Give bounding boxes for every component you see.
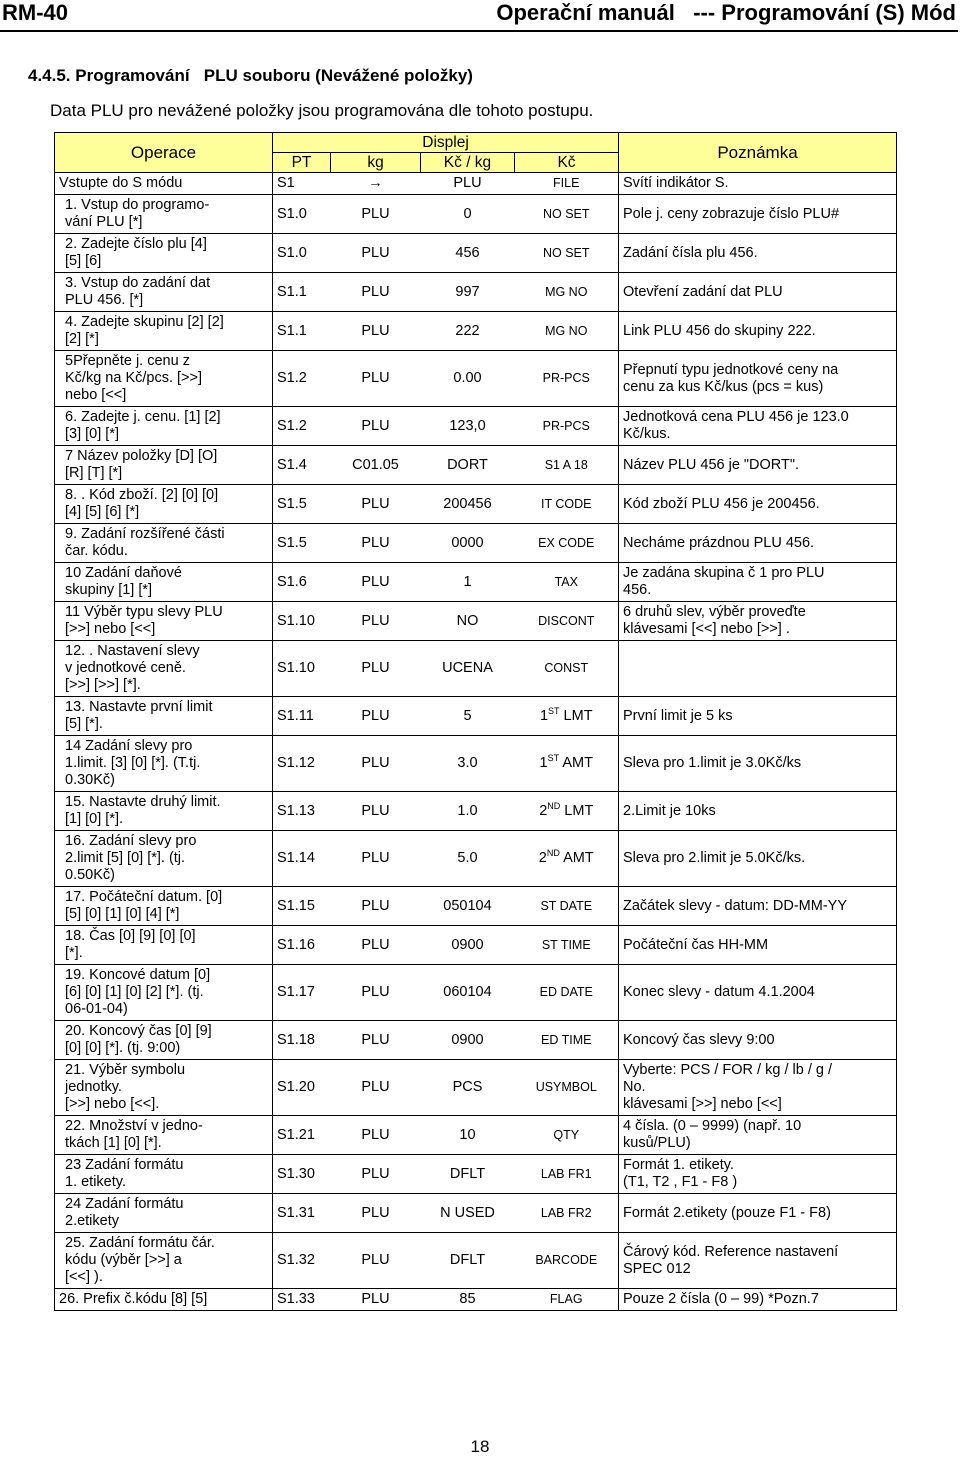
note-cell: Formát 2.etikety (pouze F1 - F8) xyxy=(619,1194,897,1233)
kg-cell: PLU xyxy=(331,602,421,641)
pt-cell: S1.18 xyxy=(273,1021,331,1060)
kc-code: AMT xyxy=(559,850,594,866)
kg-cell: PLU xyxy=(331,641,421,697)
kckg-cell: DORT xyxy=(421,446,515,485)
note-cell: Je zadána skupina č 1 pro PLU 456. xyxy=(619,563,897,602)
operation-cell: 24 Zadání formátu 2.etikety xyxy=(55,1194,273,1233)
operation-cell: 22. Množství v jedno- tkách [1] [0] [*]. xyxy=(55,1116,273,1155)
kc-cell: QTY xyxy=(515,1116,619,1155)
pt-cell: S1.10 xyxy=(273,641,331,697)
table-row xyxy=(55,195,897,234)
pt-cell: S1.20 xyxy=(273,1060,331,1116)
operation-cell: 11 Výběr typu slevy PLU [>>] nebo [<<] xyxy=(55,602,273,641)
pt-cell: S1.15 xyxy=(273,887,331,926)
page-header xyxy=(0,0,960,40)
pt-cell: S1.6 xyxy=(273,563,331,602)
note-cell: Sleva pro 2.limit je 5.0Kč/ks. xyxy=(619,831,897,887)
kc-code: LMT xyxy=(559,707,593,724)
operation-cell: 1. Vstup do programo- vání PLU [*] xyxy=(55,195,273,234)
kckg-cell: 0900 xyxy=(421,926,515,965)
kc-cell: NO SET xyxy=(515,195,619,234)
kckg-cell: 1 xyxy=(421,563,515,602)
pt-cell: S1.2 xyxy=(273,351,331,407)
kckg-cell: UCENA xyxy=(421,641,515,697)
note-cell: Svítí indikátor S. xyxy=(619,173,897,195)
kc-cell: USYMBOL xyxy=(515,1060,619,1116)
operation-cell: 17. Počáteční datum. [0] [5] [0] [1] [0] [4] [*] xyxy=(55,887,273,926)
kg-cell: PLU xyxy=(331,736,421,792)
pt-cell: S1.32 xyxy=(273,1233,331,1289)
kg-cell: PLU xyxy=(331,195,421,234)
operation-cell: 5Přepněte j. cenu z Kč/kg na Kč/pcs. [>>] nebo [<<] xyxy=(55,351,273,407)
operation-cell: 15. Nastavte druhý limit. [1] [0] [*]. xyxy=(55,792,273,831)
note-cell: Název PLU 456 je "DORT". xyxy=(619,446,897,485)
kckg-cell: NO xyxy=(421,602,515,641)
kckg-cell: DFLT xyxy=(421,1155,515,1194)
note-cell: Sleva pro 1.limit je 3.0Kč/ks xyxy=(619,736,897,792)
kc-cell: S1 A 18 xyxy=(515,446,619,485)
table-row xyxy=(55,1289,897,1311)
kg-cell: PLU xyxy=(331,697,421,736)
kg-cell: C01.05 xyxy=(331,446,421,485)
table-header-row-1 xyxy=(55,133,897,153)
kckg-cell: 5 xyxy=(421,697,515,736)
kc-cell: NO SET xyxy=(515,234,619,273)
kg-cell: PLU xyxy=(331,234,421,273)
table-row xyxy=(55,485,897,524)
kc-cell: ST DATE xyxy=(515,887,619,926)
kc-cell: FILE xyxy=(515,173,619,195)
kc-ordinal-number: 1 xyxy=(539,755,548,771)
kc-cell: IT CODE xyxy=(515,485,619,524)
kckg-cell: PCS xyxy=(421,1060,515,1116)
kckg-cell: 0000 xyxy=(421,524,515,563)
pt-cell: S1.11 xyxy=(273,697,331,736)
kg-cell: PLU xyxy=(331,1155,421,1194)
table-row xyxy=(55,1021,897,1060)
pt-cell: S1 xyxy=(273,173,331,195)
table-row xyxy=(55,1060,897,1116)
operation-cell: 18. Čas [0] [9] [0] [0] [*]. xyxy=(55,926,273,965)
model-name: RM-40 xyxy=(2,0,69,25)
kg-cell: PLU xyxy=(331,407,421,446)
kc-ordinal-number: 2 xyxy=(538,850,547,866)
kc-cell: PR-PCS xyxy=(515,351,619,407)
note-cell: Link PLU 456 do skupiny 222. xyxy=(619,312,897,351)
section-title: 4.4.5. Programování PLU souboru (Nevážené položky) xyxy=(28,66,473,85)
note-cell: První limit je 5 ks xyxy=(619,697,897,736)
operation-cell: Vstupte do S módu xyxy=(55,173,273,195)
kg-cell: PLU xyxy=(331,1289,421,1311)
kc-cell: CONST xyxy=(515,641,619,697)
pt-cell: S1.33 xyxy=(273,1289,331,1311)
note-cell: Začátek slevy - datum: DD-MM-YY xyxy=(619,887,897,926)
kg-cell: PLU xyxy=(331,887,421,926)
operation-cell: 12. . Nastavení slevy v jednotkové ceně. [>>] [>>] [*]. xyxy=(55,641,273,697)
operation-cell: 8. . Kód zboží. [2] [0] [0] [4] [5] [6] [*] xyxy=(55,485,273,524)
header-kg: kg xyxy=(331,153,421,173)
kc-ordinal-suffix: ST xyxy=(547,753,560,763)
kg-cell: PLU xyxy=(331,1194,421,1233)
kc-code: AMT xyxy=(559,755,593,771)
kg-cell: PLU xyxy=(331,485,421,524)
pt-cell: S1.0 xyxy=(273,234,331,273)
kc-cell: LAB FR1 xyxy=(515,1155,619,1194)
pt-cell: S1.13 xyxy=(273,792,331,831)
header-divider xyxy=(0,30,958,32)
note-cell: Počáteční čas HH-MM xyxy=(619,926,897,965)
pt-cell: S1.4 xyxy=(273,446,331,485)
table-row xyxy=(55,273,897,312)
kg-cell: PLU xyxy=(331,351,421,407)
kg-cell: PLU xyxy=(331,524,421,563)
kckg-cell: 85 xyxy=(421,1289,515,1311)
kckg-cell: 0900 xyxy=(421,1021,515,1060)
kg-cell: PLU xyxy=(331,1233,421,1289)
pt-cell: S1.1 xyxy=(273,273,331,312)
table-row xyxy=(55,641,897,697)
table-row xyxy=(55,351,897,407)
table-row xyxy=(55,887,897,926)
note-cell xyxy=(619,641,897,697)
kg-cell: PLU xyxy=(331,926,421,965)
pt-cell: S1.16 xyxy=(273,926,331,965)
intro-text: Data PLU pro nevážené položky jsou programována dle tohoto postupu. xyxy=(50,101,594,120)
pt-cell: S1.10 xyxy=(273,602,331,641)
kc-cell: ST TIME xyxy=(515,926,619,965)
operation-cell: 2. Zadejte číslo plu [4] [5] [6] xyxy=(55,234,273,273)
table-row xyxy=(55,926,897,965)
operation-cell: 4. Zadejte skupinu [2] [2] [2] [*] xyxy=(55,312,273,351)
table-row xyxy=(55,792,897,831)
kc-cell: TAX xyxy=(515,563,619,602)
note-cell: Jednotková cena PLU 456 je 123.0 Kč/kus. xyxy=(619,407,897,446)
kc-cell: ED DATE xyxy=(515,965,619,1021)
operation-cell: 26. Prefix č.kódu [8] [5] xyxy=(55,1289,273,1311)
kc-code: LMT xyxy=(560,802,594,819)
kckg-cell: 3.0 xyxy=(421,736,515,792)
pt-cell: S1.0 xyxy=(273,195,331,234)
kc-cell xyxy=(515,792,619,831)
header-displej: Displej xyxy=(273,133,619,153)
table-row xyxy=(55,1233,897,1289)
pt-cell: S1.21 xyxy=(273,1116,331,1155)
pt-cell: S1.30 xyxy=(273,1155,331,1194)
operation-cell: 3. Vstup do zadání dat PLU 456. [*] xyxy=(55,273,273,312)
operation-cell: 10 Zadání daňové skupiny [1] [*] xyxy=(55,563,273,602)
pt-cell: S1.5 xyxy=(273,524,331,563)
pt-cell: S1.14 xyxy=(273,831,331,887)
table-row xyxy=(55,965,897,1021)
kg-cell: PLU xyxy=(331,965,421,1021)
pt-cell: S1.31 xyxy=(273,1194,331,1233)
kc-cell: DISCONT xyxy=(515,602,619,641)
kg-cell: PLU xyxy=(331,831,421,887)
header-kc-kg: Kč / kg xyxy=(421,153,515,173)
table-row xyxy=(55,563,897,602)
kckg-cell: 0.00 xyxy=(421,351,515,407)
kckg-cell: 10 xyxy=(421,1116,515,1155)
kg-cell: PLU xyxy=(331,1060,421,1116)
operation-cell: 14 Zadání slevy pro 1.limit. [3] [0] [*]. (T.tj. 0.30Kč) xyxy=(55,736,273,792)
operation-cell: 6. Zadejte j. cenu. [1] [2] [3] [0] [*] xyxy=(55,407,273,446)
note-cell: Pole j. ceny zobrazuje číslo PLU# xyxy=(619,195,897,234)
note-cell: Konec slevy - datum 4.1.2004 xyxy=(619,965,897,1021)
kckg-cell: DFLT xyxy=(421,1233,515,1289)
kckg-cell: 200456 xyxy=(421,485,515,524)
note-cell: Necháme prázdnou PLU 456. xyxy=(619,524,897,563)
operation-cell: 19. Koncové datum [0] [6] [0] [1] [0] [2] [*]. (tj. 06-01-04) xyxy=(55,965,273,1021)
operation-cell: 25. Zadání formátu čár. kódu (výběr [>>] a [<<] ). xyxy=(55,1233,273,1289)
table-row xyxy=(55,173,897,195)
note-cell: Pouze 2 čísla (0 – 99) *Pozn.7 xyxy=(619,1289,897,1311)
operation-cell: 16. Zadání slevy pro 2.limit [5] [0] [*]. (tj. 0.50Kč) xyxy=(55,831,273,887)
programming-table xyxy=(54,132,897,1311)
operation-cell: 23 Zadání formátu 1. etikety. xyxy=(55,1155,273,1194)
pt-cell: S1.17 xyxy=(273,965,331,1021)
note-cell: Formát 1. etikety. (T1, T2 , F1 - F8 ) xyxy=(619,1155,897,1194)
kckg-cell: PLU xyxy=(421,173,515,195)
pt-cell: S1.1 xyxy=(273,312,331,351)
table-row xyxy=(55,312,897,351)
kckg-cell: 060104 xyxy=(421,965,515,1021)
kckg-cell: 1.0 xyxy=(421,792,515,831)
kckg-cell: 997 xyxy=(421,273,515,312)
kckg-cell: 050104 xyxy=(421,887,515,926)
kg-cell: PLU xyxy=(331,312,421,351)
table-row xyxy=(55,1194,897,1233)
note-cell: Vyberte: PCS / FOR / kg / lb / g / No. klávesami [>>] nebo [<<] xyxy=(619,1060,897,1116)
table-row xyxy=(55,524,897,563)
kckg-cell: N USED xyxy=(421,1194,515,1233)
header-kc: Kč xyxy=(515,153,619,173)
table-row xyxy=(55,1116,897,1155)
kg-cell: PLU xyxy=(331,563,421,602)
table-row xyxy=(55,697,897,736)
note-cell: Kód zboží PLU 456 je 200456. xyxy=(619,485,897,524)
kc-cell: MG NO xyxy=(515,312,619,351)
kg-cell: PLU xyxy=(331,792,421,831)
table-row xyxy=(55,446,897,485)
kg-cell: PLU xyxy=(331,273,421,312)
manual-title: Operační manuál --- Programování (S) Mód xyxy=(496,0,956,25)
operation-cell: 13. Nastavte první limit [5] [*]. xyxy=(55,697,273,736)
note-cell: Otevření zadání dat PLU xyxy=(619,273,897,312)
kc-cell: PR-PCS xyxy=(515,407,619,446)
kc-cell: ED TIME xyxy=(515,1021,619,1060)
kc-ordinal-suffix: ST xyxy=(548,705,560,716)
kc-cell: FLAG xyxy=(515,1289,619,1311)
table-row xyxy=(55,1155,897,1194)
kc-cell xyxy=(515,736,619,792)
kckg-cell: 5.0 xyxy=(421,831,515,887)
kc-cell: LAB FR2 xyxy=(515,1194,619,1233)
kc-ordinal-number: 2 xyxy=(539,802,548,819)
kc-cell: BARCODE xyxy=(515,1233,619,1289)
operation-cell: 7 Název položky [D] [O] [R] [T] [*] xyxy=(55,446,273,485)
header-pt: PT xyxy=(273,153,331,173)
header-operace: Operace xyxy=(55,133,273,173)
kckg-cell: 456 xyxy=(421,234,515,273)
note-cell: Čárový kód. Reference nastavení SPEC 012 xyxy=(619,1233,897,1289)
note-cell: Zadání čísla plu 456. xyxy=(619,234,897,273)
kc-cell: EX CODE xyxy=(515,524,619,563)
kckg-cell: 222 xyxy=(421,312,515,351)
note-cell: 6 druhů slev, výběr proveďte klávesami [<<] nebo [>>] . xyxy=(619,602,897,641)
operation-cell: 9. Zadání rozšířené části čar. kódu. xyxy=(55,524,273,563)
kc-cell: MG NO xyxy=(515,273,619,312)
kckg-cell: 0 xyxy=(421,195,515,234)
operation-cell: 21. Výběr symbolu jednotky. [>>] nebo [<<]. xyxy=(55,1060,273,1116)
table-row xyxy=(55,736,897,792)
note-cell: 2.Limit je 10ks xyxy=(619,792,897,831)
pt-cell: S1.12 xyxy=(273,736,331,792)
table-row xyxy=(55,234,897,273)
note-cell: Přepnutí typu jednotkové ceny na cenu za kus Kč/kus (pcs = kus) xyxy=(619,351,897,407)
note-cell: Koncový čas slevy 9:00 xyxy=(619,1021,897,1060)
kg-cell: PLU xyxy=(331,1021,421,1060)
page-number: 18 xyxy=(470,1437,490,1456)
kc-ordinal-suffix: ND xyxy=(546,848,560,858)
table-row xyxy=(55,831,897,887)
kckg-cell: 123,0 xyxy=(421,407,515,446)
operation-cell: 20. Koncový čas [0] [9] [0] [0] [*]. (tj. 9:00) xyxy=(55,1021,273,1060)
kg-cell: → xyxy=(331,173,421,195)
header-poznamka: Poznámka xyxy=(619,133,897,173)
kc-cell xyxy=(515,697,619,736)
pt-cell: S1.2 xyxy=(273,407,331,446)
table-row xyxy=(55,407,897,446)
kc-ordinal-suffix: ND xyxy=(547,800,561,811)
kc-cell xyxy=(515,831,619,887)
table-row xyxy=(55,602,897,641)
kg-cell: PLU xyxy=(331,1116,421,1155)
pt-cell: S1.5 xyxy=(273,485,331,524)
note-cell: 4 čísla. (0 – 9999) (např. 10 kusů/PLU) xyxy=(619,1116,897,1155)
kc-ordinal-number: 1 xyxy=(539,707,549,724)
